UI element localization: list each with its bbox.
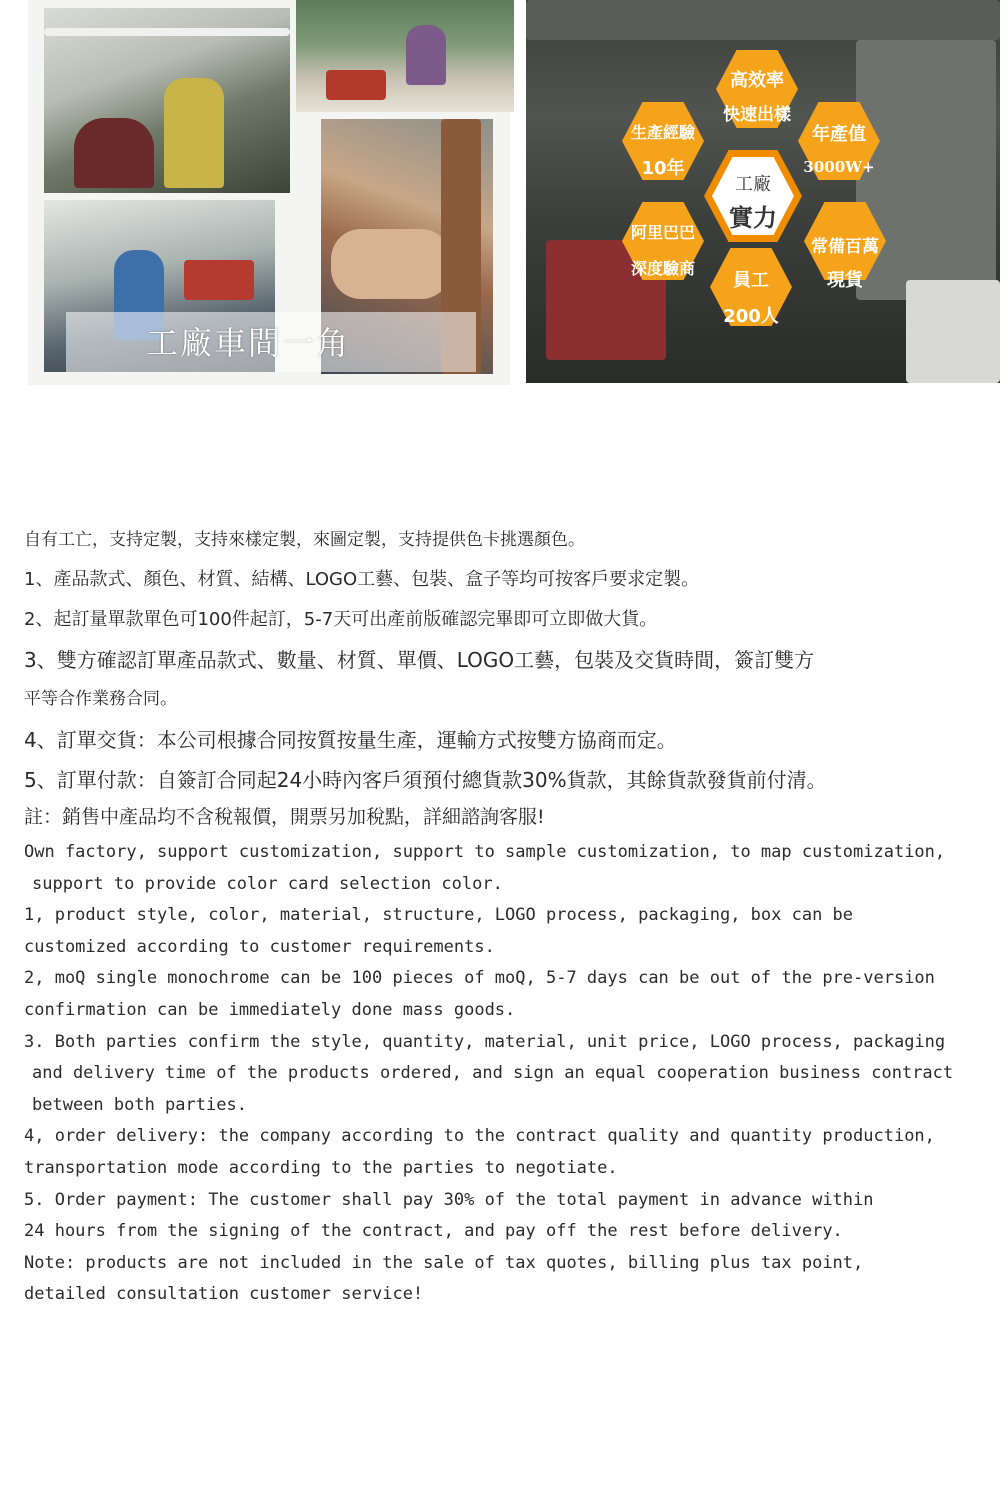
- en-line-11: transportation mode according to the parties to negotiate.: [24, 1157, 618, 1178]
- zh-item-5: 5、訂單付款：自簽訂合同起24小時內客戶須預付總貨款30%貨款，其餘貨款發貨前付清。: [24, 768, 827, 792]
- banner-image: [0, 0, 1000, 390]
- workshop-caption: 工廠車間一角: [146, 324, 351, 362]
- zh-item-1: 1、產品款式、顏色、材質、結構、LOGO工藝、包裝、盒子等均可按客戶要求定製。: [24, 569, 700, 590]
- en-line-5: 2, moQ single monochrome can be 100 pieces of moQ, 5-7 days can be out of the pre-version: [24, 968, 935, 989]
- workshop-photo-collage: [28, 0, 510, 385]
- en-line-9: between both parties.: [32, 1094, 247, 1115]
- workshop-photo-2: [296, 0, 514, 112]
- zh-item-3a: 3、雙方確認訂單產品款式、數量、材質、單價、LOGO工藝，包裝及交貨時間，簽訂雙方: [24, 648, 815, 672]
- en-line-13: 24 hours from the signing of the contract, and pay off the rest before delivery.: [24, 1221, 843, 1242]
- hex-output-value: 3000W+: [803, 158, 875, 176]
- zh-note: 註：銷售中產品均不含稅報價，開票另加稅點，詳細諮詢客服!: [24, 806, 545, 828]
- zh-intro: 自有工亡，支持定製，支持來樣定製，來圖定製，支持提供色卡挑選顏色。: [24, 530, 585, 550]
- hex-center-top: 工廠: [735, 174, 771, 195]
- hex-efficiency-label: 高效率: [730, 70, 784, 91]
- en-line-7: 3. Both parties confirm the style, quantity, material, unit price, LOGO process, packaging: [24, 1031, 946, 1052]
- factory-strength-panel: [526, 0, 1000, 383]
- workshop-photo-1: [44, 8, 290, 193]
- hex-staff-label: 員工: [733, 270, 769, 291]
- description-text: [24, 525, 984, 1316]
- hex-stock-top: 常備百萬: [811, 237, 879, 257]
- zh-item-3b: 平等合作業務合同。: [24, 689, 177, 709]
- hex-stock-bottom: 現貨: [827, 270, 863, 291]
- en-line-8: and delivery time of the products ordered, and sign an equal cooperation business contract: [32, 1063, 954, 1084]
- en-line-2: support to provide color card selection color.: [32, 873, 503, 894]
- hex-experience-label: 生產經驗: [630, 123, 695, 142]
- hex-output-label: 年產值: [812, 124, 866, 145]
- hex-experience-value: 10年: [641, 158, 685, 179]
- zh-item-4: 4、訂單交貨：本公司根據合同按質按量生產，運輸方式按雙方協商而定。: [24, 728, 677, 752]
- en-line-1: Own factory, support customization, support to sample customization, to map customization,: [24, 842, 946, 862]
- hex-center-bottom: 實力: [729, 204, 777, 232]
- en-line-10: 4, order delivery: the company according to the contract quality and quantity production,: [24, 1126, 935, 1147]
- en-line-14: Note: products are not included in the sale of tax quotes, billing plus tax point,: [24, 1252, 864, 1273]
- en-line-4: customized according to customer requirements.: [24, 936, 495, 957]
- en-line-15: detailed consultation customer service!: [24, 1284, 424, 1305]
- hex-alibaba-top: 阿里巴巴: [630, 223, 695, 242]
- hex-alibaba-bottom: 深度驗商: [630, 259, 695, 278]
- en-line-12: 5. Order payment: The customer shall pay 30% of the total payment in advance within: [24, 1189, 874, 1210]
- hex-staff-value: 200人: [723, 306, 779, 327]
- zh-item-2: 2、起訂量單款單色可100件起訂，5-7天可出產前版確認完畢即可立即做大貨。: [24, 609, 658, 630]
- en-line-6: confirmation can be immediately done mass goods.: [24, 999, 516, 1020]
- en-line-3: 1, product style, color, material, structure, LOGO process, packaging, box can be: [24, 905, 854, 926]
- hex-fast-sample-label: 快速出樣: [723, 105, 791, 125]
